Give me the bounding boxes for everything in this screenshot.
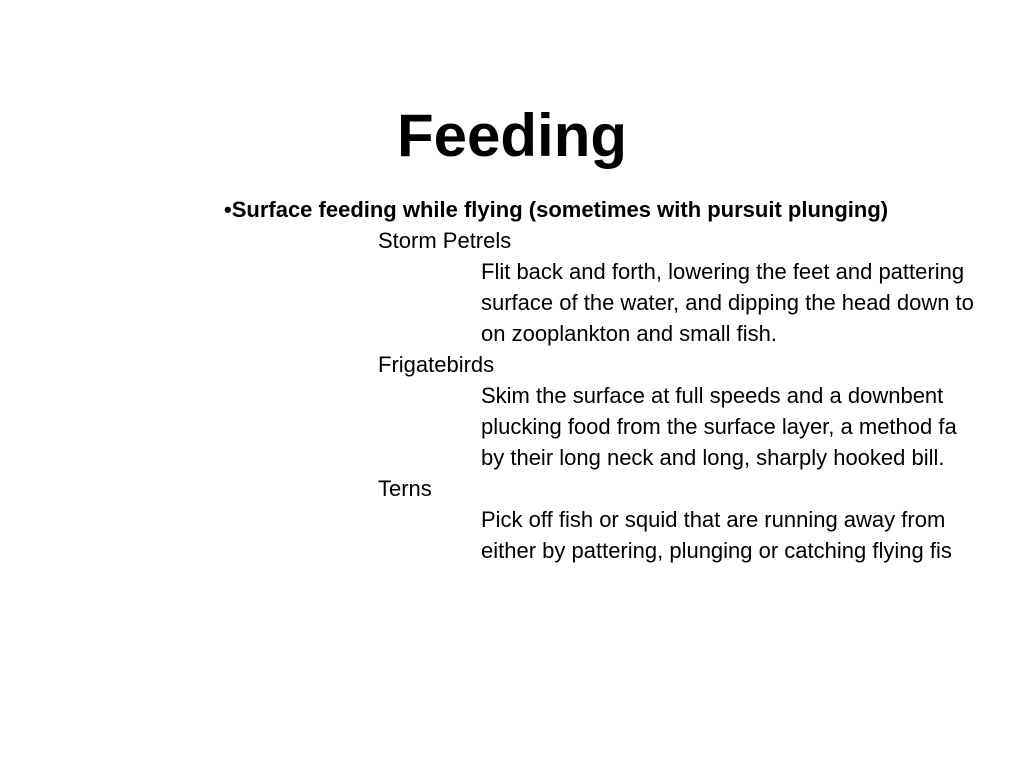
frigatebirds-line: Skim the surface at full speeds and a downbent <box>481 383 944 408</box>
storm-petrels-line: on zooplankton and small fish. <box>481 321 777 346</box>
frigatebirds-line: plucking food from the surface layer, a method fa <box>481 414 957 439</box>
main-bullet-text: Surface feeding while flying (sometimes with pursuit plunging) <box>231 197 889 222</box>
terns-line: either by pattering, plunging or catching flying fis <box>481 538 952 563</box>
storm-petrels-line: surface of the water, and dipping the head down to <box>481 290 974 315</box>
group-heading-frigatebirds: Frigatebirds <box>378 352 495 377</box>
slide-title: Feeding <box>396 102 627 169</box>
frigatebirds-line: by their long neck and long, sharply hooked bill. <box>481 445 945 470</box>
storm-petrels-line: Flit back and forth, lowering the feet and pattering <box>481 259 965 284</box>
group-heading-terns: Terns <box>378 476 432 501</box>
group-heading-storm-petrels: Storm Petrels <box>378 228 512 253</box>
terns-line: Pick off fish or squid that are running away from <box>481 507 946 532</box>
bullet-mark: • <box>224 197 232 222</box>
main-bullet <box>224 194 888 225</box>
